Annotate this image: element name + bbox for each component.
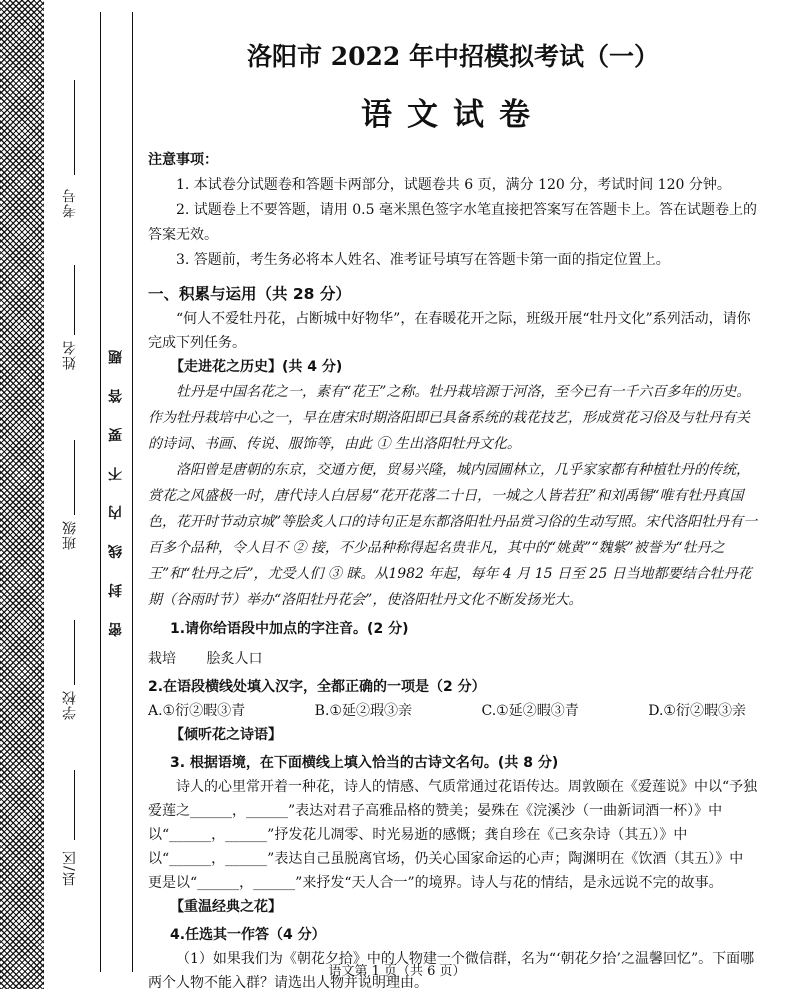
question-1: 1.请你给语段中加点的字注音。(2 分): [170, 621, 409, 637]
question-2: 2.在语段横线处填入汉字，全都正确的一项是（2 分）: [148, 679, 486, 695]
notice-item: 3. 答题前，考生务必将本人姓名、准考证号填写在答题卡第一面的指定位置上。: [176, 252, 670, 268]
exam-title: 洛阳市 2022 年中招模拟考试（一）: [247, 42, 659, 71]
xingming-blank: [74, 265, 76, 335]
question-2-options: [148, 699, 758, 723]
notice-item: 2. 试题卷上不要答题，请用 0.5 毫米黑色签字水笔直接把答案写在答题卡上。答在试题卷上的答案无效。: [148, 202, 757, 243]
passage-paragraph-2: 洛阳曾是唐朝的东京，交通方便，贸易兴隆，城内园圃林立，几乎家家都有种植牡丹的传统，赏花之风盛极一时，唐代诗人白居易“花开花落二十日，一城之人皆若狂”和刘禹锡“唯有牡丹真国色，花开时节动京城”等脍炙人口的诗句正是东都洛阳牡丹品赏习俗的生动写照。宋代洛阳牡丹有一百多个品种，令人目不 ② 接，不少品种称得起名贵非凡，其中的“姚黄”“魏紫”被誉为“牡丹之王”和“牡丹之后”，尤受人们 ③ 睐。从1982 年起，每年 4 月 15 日至 25 日当地都要结合牡丹花期（谷雨时节）举办“洛阳牡丹花会”，使洛阳牡丹文化不断发扬光大。: [148, 462, 758, 608]
option-b: B.①延②瑕③亲: [314, 703, 412, 719]
part1-title: 【走进花之历史】(共 4 分): [170, 359, 343, 375]
notice-block: [148, 148, 758, 273]
page-footer: 语文第 1 页（共 6 页）: [328, 964, 466, 979]
part3-title: 【重温经典之花】: [170, 899, 282, 915]
binding-hatch-strip: [0, 0, 44, 989]
option-d: D.①衍②暇③亲: [648, 703, 746, 719]
part2-title: 【倾听花之诗语】: [170, 727, 282, 743]
exam-subtitle: 语文试卷: [361, 97, 545, 133]
kaohao-label: 考号: [62, 188, 78, 218]
option-a: A.①衍②暇③青: [148, 703, 246, 719]
xuexiao-blank: [74, 620, 76, 685]
banji-blank: [74, 440, 76, 515]
question-3: 3. 根据语境，在下面横线上填入恰当的古诗文名句。(共 8 分): [170, 755, 559, 771]
question-4-text: （1）如果我们为《朝花夕拾》中的人物建一个微信群，名为“‘朝花夕拾’之温馨回忆”。下面哪两个人物不能入群？请选出人物并说明理由。: [148, 951, 755, 991]
notice-heading: 注意事项：: [148, 152, 218, 168]
binding-line-inner: [132, 12, 133, 972]
xianqu-label: 县/区: [62, 850, 78, 886]
xingming-label: 姓名: [62, 340, 78, 370]
xianqu-blank: [74, 770, 76, 840]
word-item: 栽培: [148, 651, 176, 667]
xuexiao-label: 学校: [62, 690, 78, 720]
notice-item: 1. 本试卷分试题卷和答题卡两部分，试题卷共 6 页，满分 120 分，考试时间 120 分钟。: [176, 177, 731, 193]
question-1-words: [148, 647, 758, 671]
option-c: C.①延②暇③青: [481, 703, 579, 719]
kaohao-blank: [74, 80, 76, 175]
section-intro: “何人不爱牡丹花，占断城中好物华”，在春暖花开之际，班级开展“牡丹文化”系列活动，请你完成下列任务。: [148, 311, 751, 351]
banji-label: 班级: [62, 520, 78, 550]
question-4: 4.任选其一作答（4 分）: [170, 927, 326, 943]
question-3-text: 诗人的心里常开着一种花，诗人的情感、气质常通过花语传达。周敦颐在《爱莲说》中以“予独爱莲之______，______”表达对君子高雅品格的赞美；晏殊在《浣溪沙（一曲新词酒一杯）》中以“______，______”抒发花儿凋零、时光易逝的感慨；龚自珍在《己亥杂诗（其五）》中以“______，______”表达自己虽脱离官场，仍关心国家命运的心声；陶渊明在《饮酒（其五）》中 更是以“______，______”来抒发“天人合一”的境界。诗人与花的情结，是永远说不完的故事。: [148, 779, 758, 891]
seal-line-notice: 密 封 线 内 不 要 答 题: [108, 340, 124, 637]
section-heading: 一、积累与运用（共 28 分）: [148, 285, 351, 303]
passage-paragraph-1: 牡丹是中国名花之一，素有“花王”之称。牡丹栽培源于河洛，至今已有一千六百多年的历史。作为牡丹栽培中心之一，早在唐宋时期洛阳即已具备系统的栽花技艺，形成赏花习俗及与牡丹有关的诗词、书画、传说、服饰等，由此 ① 生出洛阳牡丹文化。: [148, 384, 751, 452]
exam-body: [148, 40, 758, 995]
word-item: 脍炙人口: [206, 651, 263, 667]
binding-line-outer: [100, 12, 101, 972]
